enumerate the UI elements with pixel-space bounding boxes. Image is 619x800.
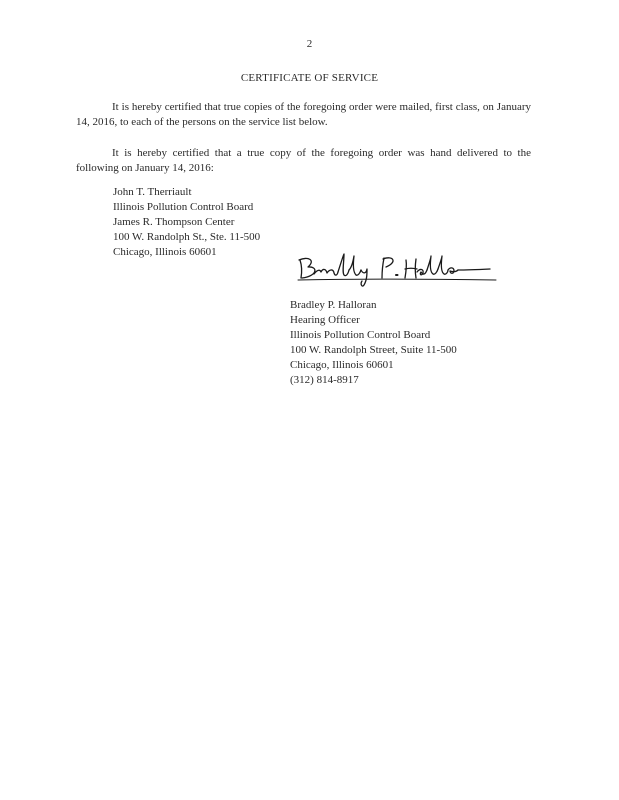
hand-delivery-certification-paragraph: It is hereby certified that a true copy of the foregoing order was hand delivered to the following on January 14, 2016:: [76, 147, 531, 174]
mailing-certification-paragraph: It is hereby certified that true copies of the foregoing order were mailed, first class, on January 14, 2016, to each of the persons on the service list below.: [76, 101, 531, 128]
sender-phone: (312) 814-8917: [290, 374, 359, 386]
recipient-building: James R. Thompson Center: [113, 216, 235, 228]
recipient-street: 100 W. Randolph St., Ste. 11-500: [113, 231, 261, 243]
recipient-address-block: [113, 185, 260, 260]
sender-organization: Illinois Pollution Control Board: [290, 329, 431, 341]
recipient-name: John T. Therriault: [113, 186, 192, 198]
page-number: 2: [306, 38, 313, 50]
recipient-city: Chicago, Illinois 60601: [113, 246, 217, 258]
signature-icon: [290, 248, 500, 290]
sender-name: Bradley P. Halloran: [290, 299, 377, 311]
sender-address-block: [290, 298, 457, 388]
certificate-title: CERTIFICATE OF SERVICE: [240, 72, 379, 84]
recipient-organization: Illinois Pollution Control Board: [113, 201, 254, 213]
sender-street: 100 W. Randolph Street, Suite 11-500: [290, 344, 457, 356]
sender-title: Hearing Officer: [290, 314, 360, 326]
sender-city: Chicago, Illinois 60601: [290, 359, 394, 371]
handwritten-signature: [290, 248, 500, 290]
